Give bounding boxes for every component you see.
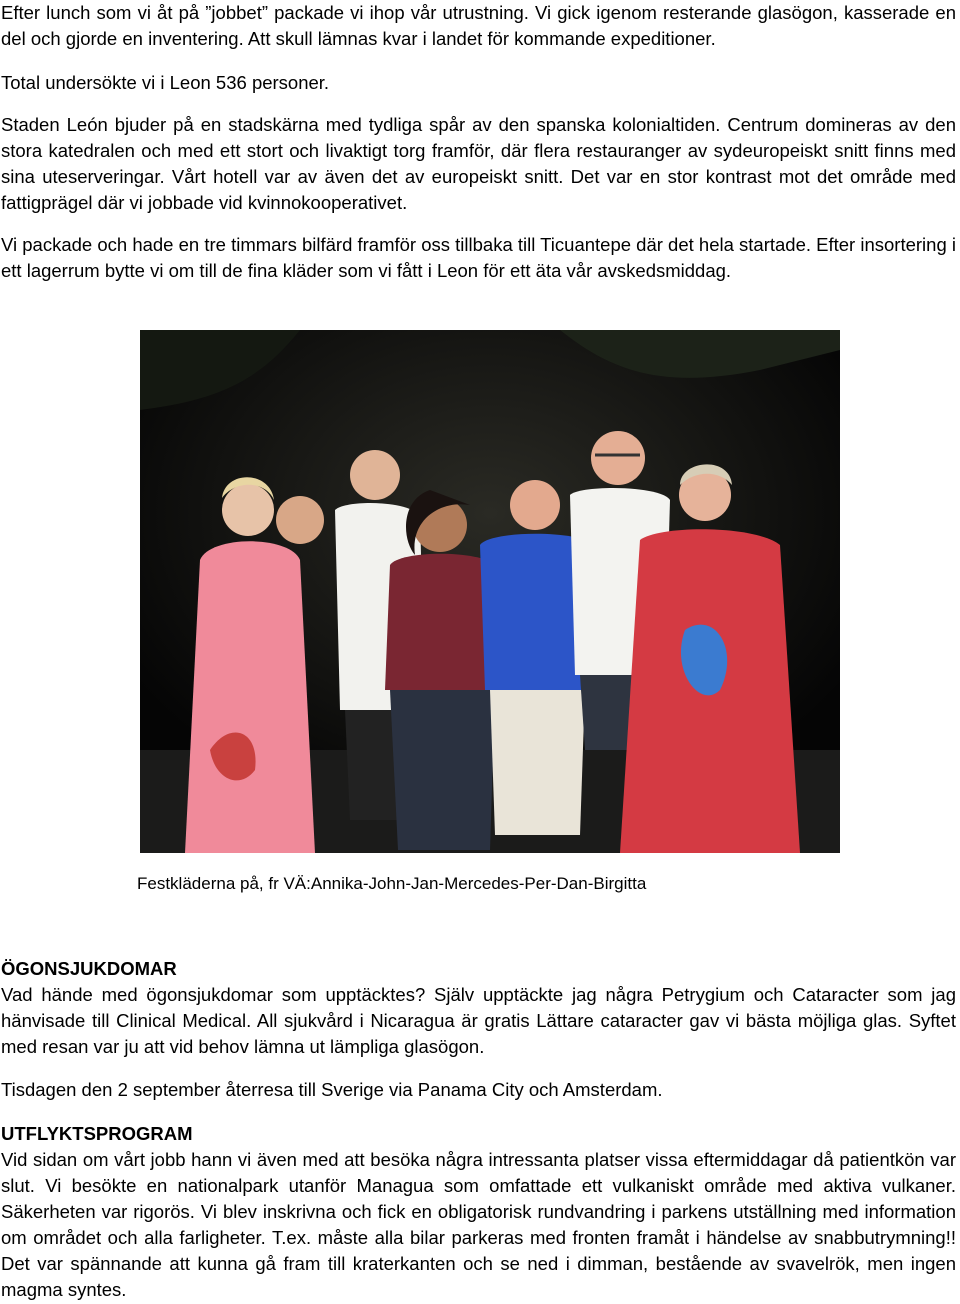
heading-eye-diseases: ÖGONSJUKDOMAR xyxy=(1,958,177,979)
photo-caption: Festkläderna på, fr VÄ:Annika-John-Jan-Mercedes-Per-Dan-Birgitta xyxy=(137,874,647,893)
paragraph-packing: Efter lunch som vi åt på ”jobbet” packade vi ihop vår utrustning. Vi gick igenom resterande glasögon, kasserade en del och gjorde en inventering. Att skull lämnas kvar i landet för kommande expeditioner. xyxy=(1,2,956,49)
heading-excursions: UTFLYKTSPROGRAM xyxy=(1,1123,193,1144)
group-photo xyxy=(140,330,840,853)
paragraph-leon-city: Staden León bjuder på en stadskärna med tydliga spår av den spanska kolonialtiden. Centrum domineras av den stora katedralen och med ett stort och livaktigt torg framför, där flera restauranger av sydeuropeiskt snitt finns med sina uteserveringar. Vårt hotell var av även det av europeiskt snitt. Det var en stor kontrast mot det område med fattigprägel där vi jobbade vid kvinnokooperativet. xyxy=(1,114,956,213)
group-photo-illustration xyxy=(140,330,840,853)
paragraph-excursions: Vid sidan om vårt jobb hann vi även med att besöka några intressanta platser vissa eftermiddagar då patientkön var slut. Vi besökte en nationalpark utanför Managua som omfattade ett vulkaniskt område med aktiva vulkaner. Säkerheten var rigorös. Vi blev inskrivna och fick en obligatorisk rundvandring i parkens utställning med information om området och alla farligheter. T.ex. måste alla bilar parkeras med fronten framåt i händelse av snabbutrymning!! Det var spännande att kunna gå fram till kraterkanten och se ned i dimman, bestående av svavelrök, men ingen magma syntes. xyxy=(1,1149,956,1300)
paragraph-return-date: Tisdagen den 2 september återresa till Sverige via Panama City och Amsterdam. xyxy=(1,1079,663,1100)
paragraph-eye-diseases: Vad hände med ögonsjukdomar som upptäcktes? Själv upptäckte jag några Petrygium och Cataracter som jag hänvisade till Clinical Medical. All sjukvård i Nicaragua är gratis Lättare cataracter gav vi bästa möjliga glas. Syftet med resan var ju att vid behov lämna ut lämpliga glasögon. xyxy=(1,984,956,1057)
paragraph-return-trip: Vi packade och hade en tre timmars bilfärd framför oss tillbaka till Ticuantepe där det hela startade. Efter insortering i ett lagerrum bytte vi om till de fina kläder som vi fått i Leon för ett äta vår avskedsmiddag. xyxy=(1,234,956,281)
paragraph-total-examined: Total undersökte vi i Leon 536 personer. xyxy=(1,72,330,93)
